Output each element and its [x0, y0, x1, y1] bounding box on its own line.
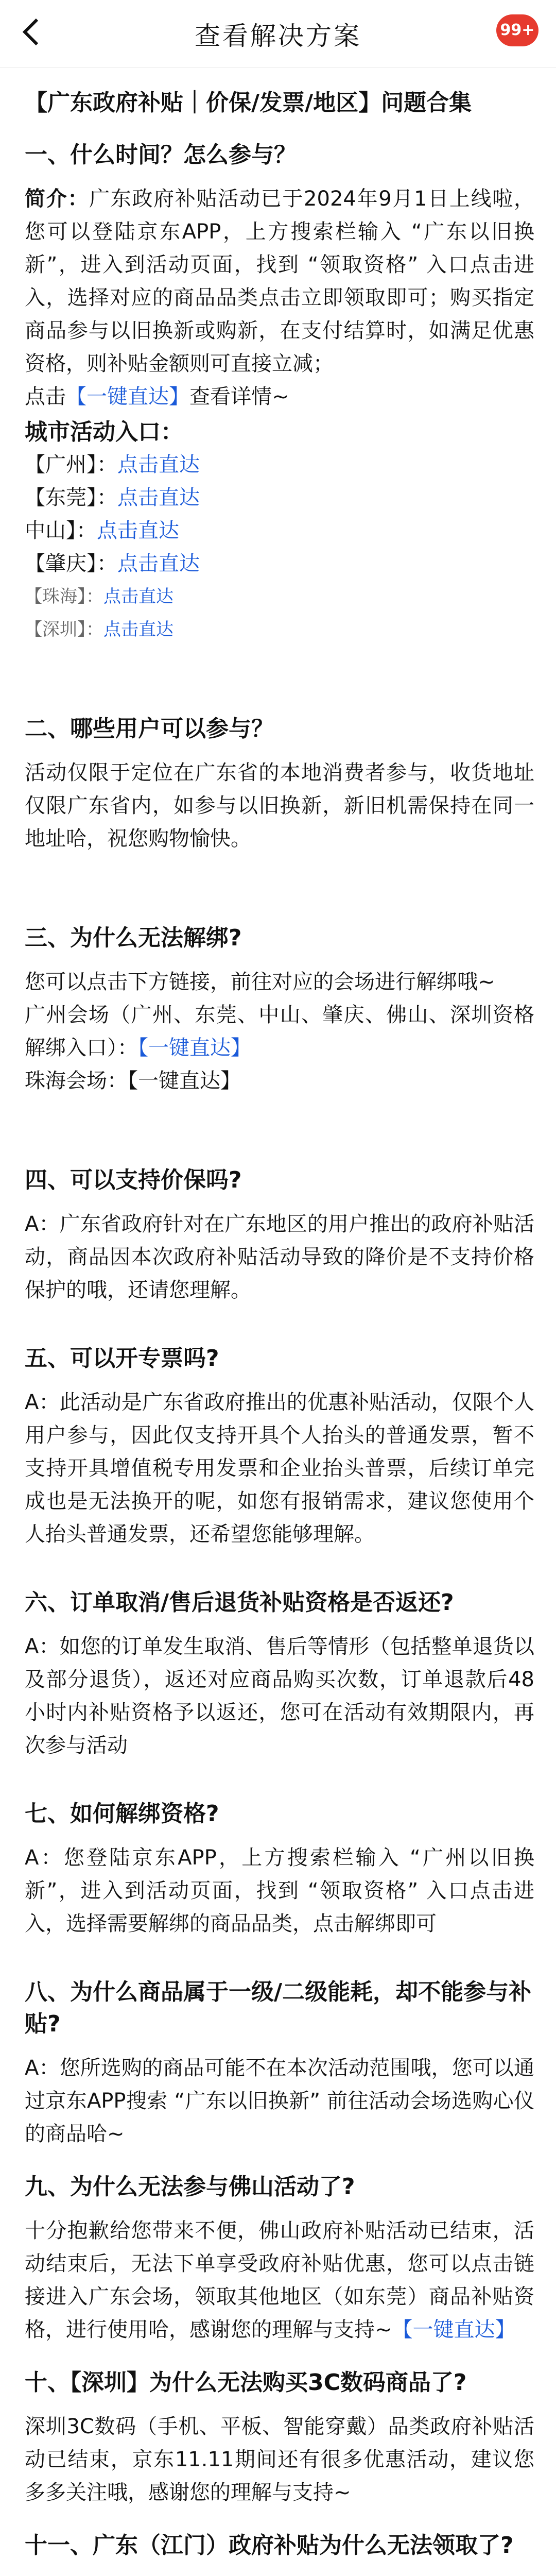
answer-5: A：此活动是广东省政府推出的优惠补贴活动，仅限个人用户参与，因此仅支持开具个人抬头的普通发票，暂不支持开具增值税专用发票和企业抬头普票，后续订单完成也是无法换开的呢，如您有报销需求，建议您使用个人抬头普通发票，还希望您能够理解。	[25, 1391, 534, 1546]
city-name: 【珠海】：	[25, 586, 103, 607]
answer-4: A：广东省政府针对在广东地区的用户推出的政府补贴活动，商品因本次政府补贴活动导致的降价是不支持价格保护的哦，还请您理解。	[25, 1212, 534, 1302]
navigation-bar	[0, 0, 556, 67]
question-title-10: 十、【深圳】为什么无法购买3C数码商品了?	[25, 2369, 467, 2396]
document-title: 【广东政府补贴｜价保/发票/地区】问题合集	[25, 90, 472, 116]
question-title-6: 六、订单取消/售后退货补贴资格是否返还?	[25, 1589, 454, 1616]
one-click-link[interactable]: 【一键直达】	[66, 385, 189, 409]
city-link[interactable]: 点击直达	[117, 486, 200, 510]
question-title-11: 十一、广东（江门）政府补贴为什么无法领取了?	[25, 2532, 514, 2558]
intro-label: 简介：	[25, 187, 90, 211]
question-title-3: 三、为什么无法解绑?	[25, 925, 242, 951]
answer-3-intro: 您可以点击下方链接，前往对应的会场进行解绑哦~	[25, 970, 495, 994]
zhuhai-venue-label: 珠海会场：	[25, 1069, 128, 1093]
answer-11	[25, 2573, 534, 2576]
city-name: 【肇庆】：	[25, 552, 117, 575]
city-link[interactable]: 点击直达	[103, 586, 173, 607]
answer-3	[25, 965, 534, 1097]
zhuhai-venue-link[interactable]: 【一键直达】	[128, 1069, 241, 1093]
answer-8: A：您所选购的商品可能不在本次活动范围哦，您可以通过京东APP搜索 “广东以旧换新” 前往活动会场选购心仪的商品哈~	[25, 2056, 534, 2146]
click-prefix: 点击	[25, 385, 66, 409]
answer-6: A：如您的订单发生取消、售后等情形（包括整单退货以及部分退货），返还对应商品购买次数，订单退款后48小时内补贴资格予以返还，您可在活动有效期限内，再次参与活动	[25, 1635, 534, 1757]
page-title: 查看解决方案	[195, 21, 361, 51]
answer-9-text: 十分抱歉给您带来不便，佛山政府补贴活动已结束，活动结束后，无法下单享受政府补贴优惠，您可以点击链接进入广东会场，领取其他地区（如东莞）商品补贴资格，进行使用哈，感谢您的理解与支持~	[25, 2219, 534, 2342]
guangzhou-venue-link[interactable]: 【一键直达】	[138, 1036, 251, 1060]
question-title-9: 九、为什么无法参与佛山活动了?	[25, 2174, 355, 2200]
city-link[interactable]: 点击直达	[97, 519, 179, 543]
city-row-zhongshan	[25, 514, 534, 547]
city-row-shenzhen	[25, 613, 534, 646]
answer-10: 深圳3C数码（手机、平板、智能穿戴）品类政府补贴活动已结束，京东11.11期间还有很多优惠活动，建议您多多关注哦，感谢您的理解与支持~	[25, 2415, 534, 2504]
intro-text: 广东政府补贴活动已于2024年9月1日上线啦，您可以登陆京东APP，上方搜索栏输入 “广东以旧换新”，进入到活动页面，找到 “领取资格” 入口点击进入，选择对应的商品品类点击立即领取即可；购买指定商品参与以旧换新或购新，在支付结算时，如满足优惠资格，则补贴金额则可直接立减；	[25, 187, 534, 376]
city-row-zhuhai	[25, 580, 534, 613]
question-title-5: 五、可以开专票吗?	[25, 1345, 219, 1371]
question-title-4: 四、可以支持价保吗?	[25, 1167, 242, 1193]
guangzhou-venue-text: 广州会场（广州、东莞、中山、肇庆、佛山、深圳资格解绑入口）：	[25, 1003, 534, 1060]
city-row-guangzhou	[25, 448, 534, 481]
article-content	[25, 88, 534, 2576]
question-title-1: 一、什么时间？怎么参与？	[25, 142, 297, 168]
answer-9	[25, 2214, 534, 2346]
city-link[interactable]: 点击直达	[103, 619, 173, 640]
city-row-dongguan	[25, 481, 534, 514]
city-link[interactable]: 点击直达	[117, 552, 200, 575]
question-title-8: 八、为什么商品属于一级/二级能耗，却不能参与补贴?	[25, 1979, 532, 2037]
city-name: 中山】：	[25, 519, 97, 543]
notification-badge[interactable]: 99+	[496, 14, 538, 46]
question-title-2: 二、哪些用户可以参与？	[25, 716, 274, 742]
city-name: 【深圳】：	[25, 619, 103, 640]
answer-9-link[interactable]: 【一键直达】	[392, 2318, 516, 2342]
city-name: 【广州】：	[25, 453, 117, 477]
answer-7: A：您登陆京东APP，上方搜索栏输入 “广州以旧换新”，进入到活动页面，找到 “领取资格” 入口点击进入，选择需要解绑的商品品类，点击解绑即可	[25, 1846, 534, 1936]
click-suffix: 查看详情~	[189, 385, 289, 409]
city-name: 【东莞】：	[25, 486, 117, 510]
city-row-zhaoqing	[25, 547, 534, 580]
question-title-7: 七、如何解绑资格?	[25, 1801, 219, 1827]
city-link[interactable]: 点击直达	[117, 453, 200, 477]
answer-1	[25, 182, 534, 413]
city-entry-header: 城市活动入口：	[25, 419, 183, 445]
answer-2: 活动仅限于定位在广东省的本地消费者参与，收货地址仅限广东省内，如参与以旧换新，新旧机需保持在同一地址哈，祝您购物愉快。	[25, 761, 534, 851]
